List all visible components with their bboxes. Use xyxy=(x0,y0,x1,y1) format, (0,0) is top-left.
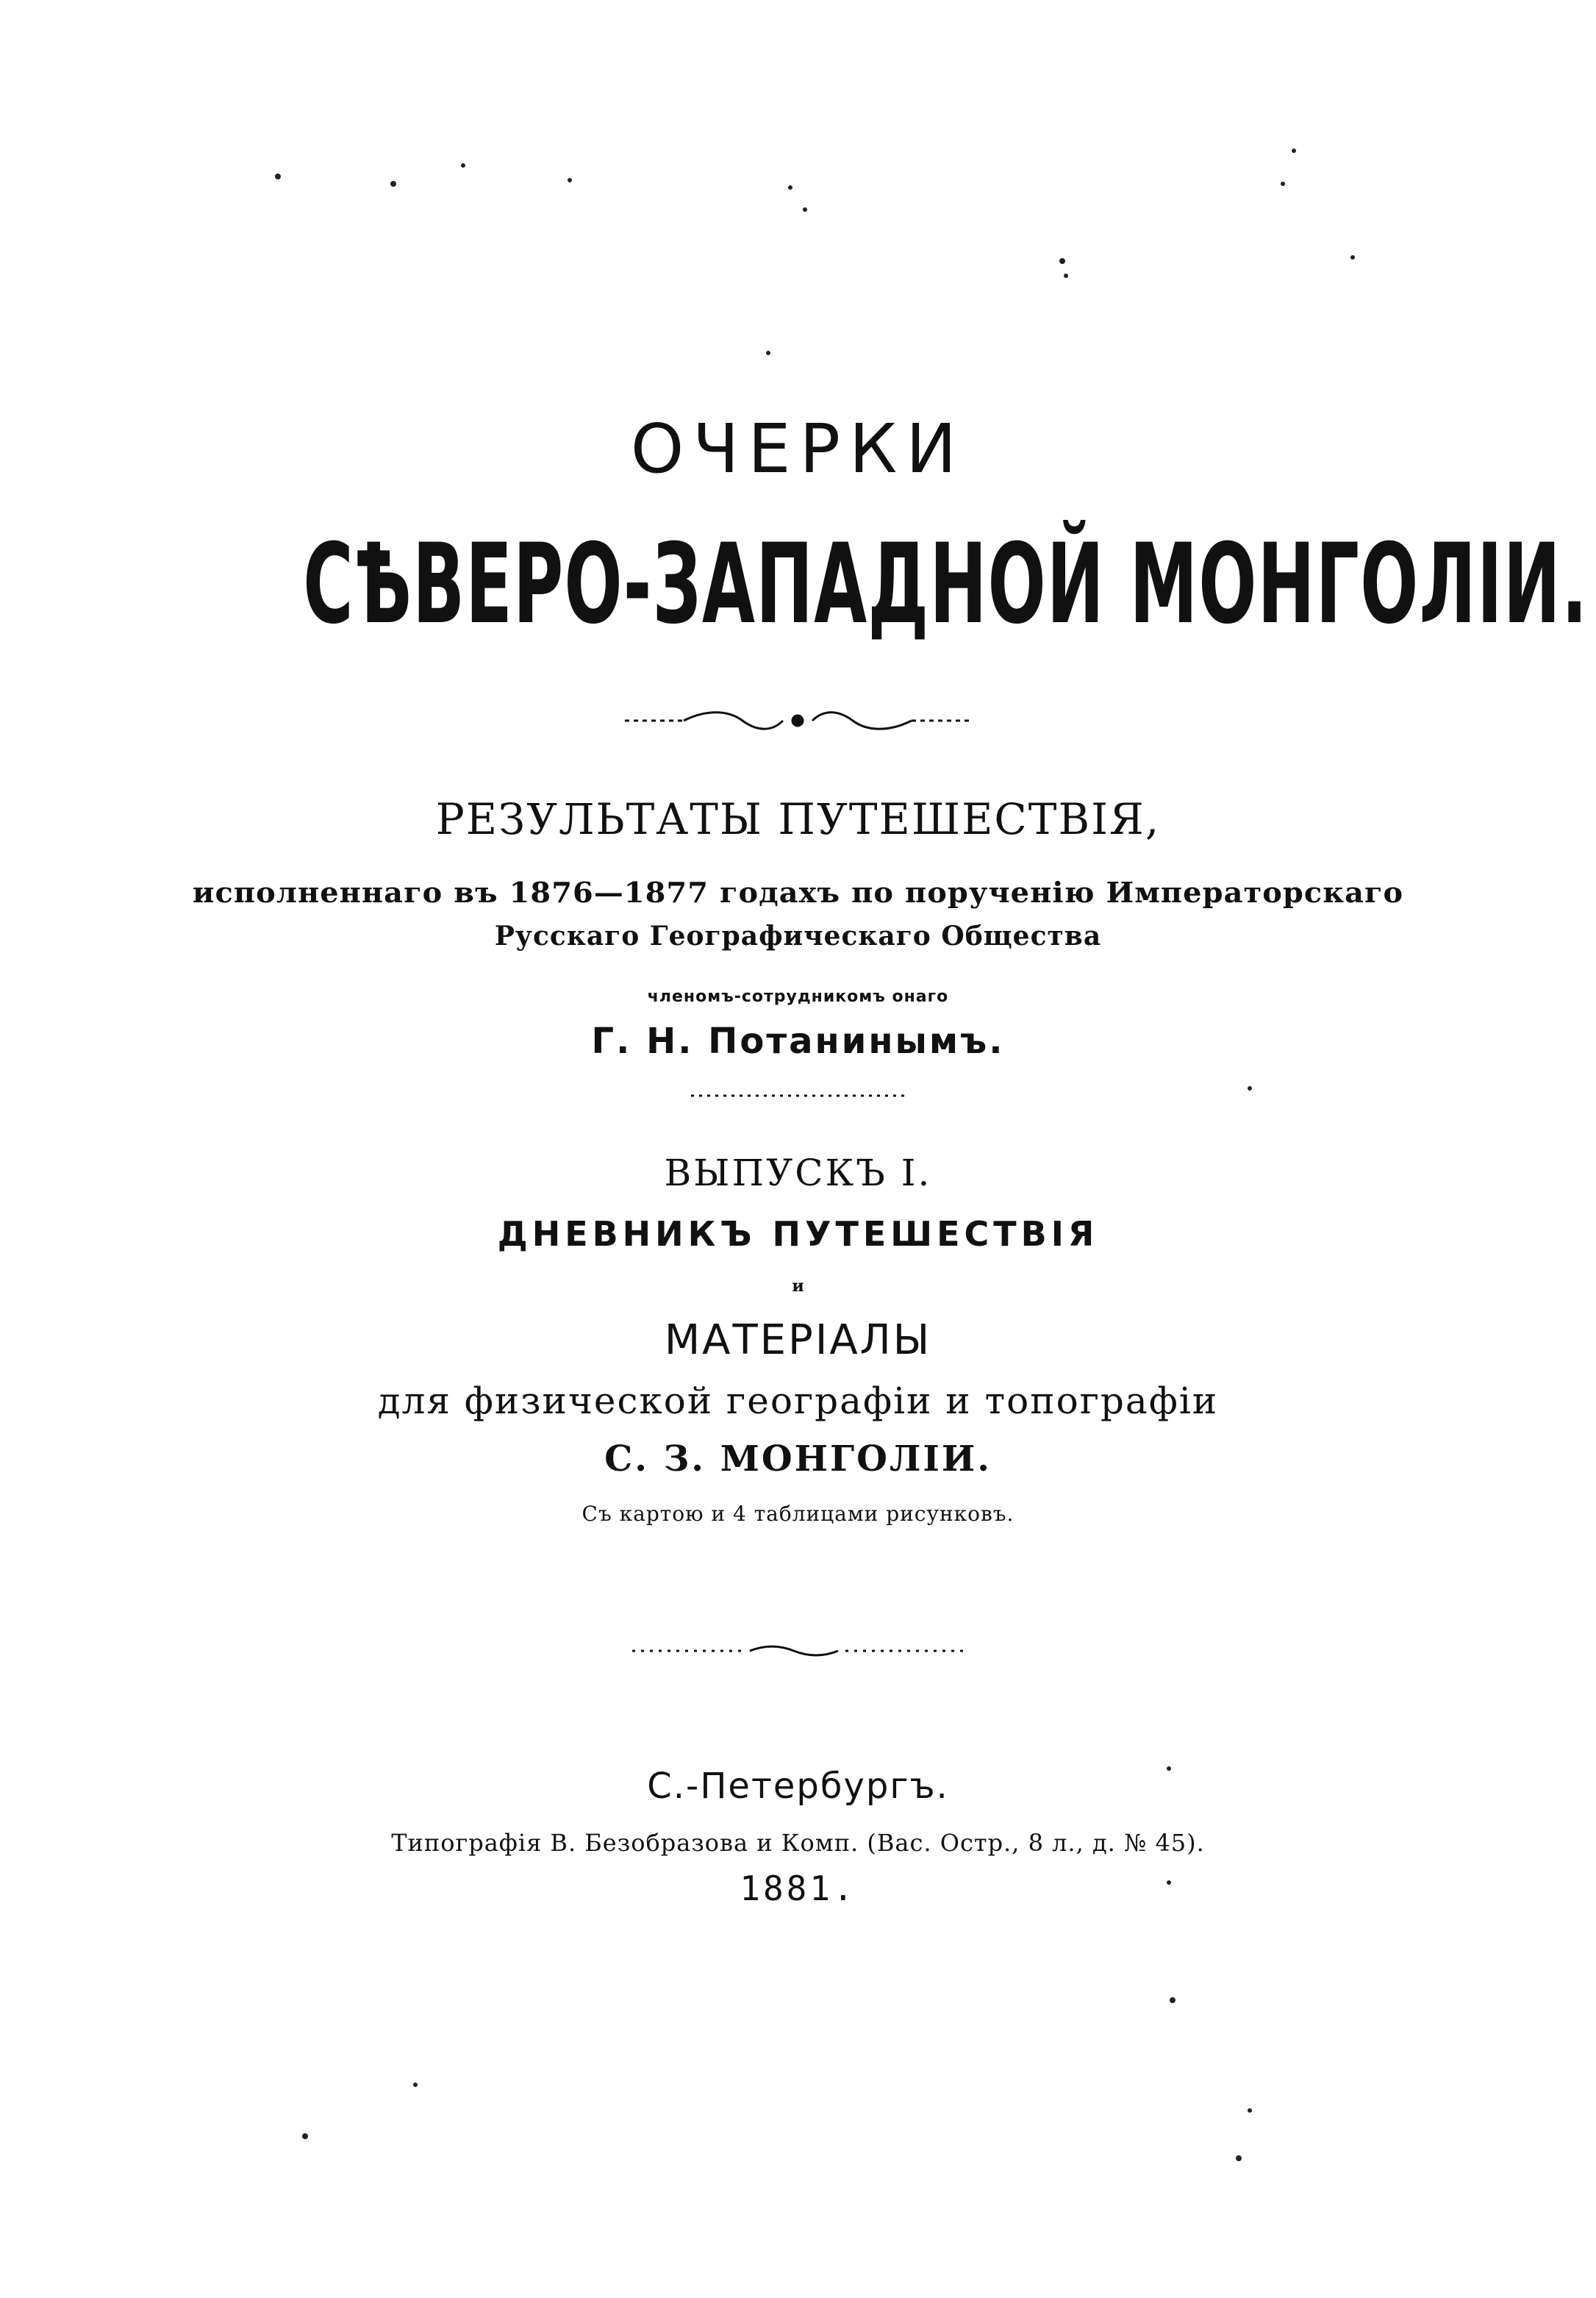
member-line: членомъ-сотрудникомъ онаго xyxy=(647,988,949,1006)
main-title: СѢВЕРО-ЗАПАДНОЙ МОНГОЛІИ. xyxy=(303,521,1589,649)
diary-title: ДНЕВНИКЪ ПУТЕШЕСТВІЯ xyxy=(497,1214,1099,1254)
materials-title: МАТЕРІАЛЫ xyxy=(664,1316,932,1364)
conjunction: и xyxy=(792,1277,804,1296)
geography-line: для физической географіи и топографіи xyxy=(377,1380,1219,1422)
undertaken-line: исполненнаго въ 1876—1877 годахъ по порученію Императорскаго xyxy=(192,876,1404,909)
imprint-city: С.-Петербургъ. xyxy=(647,1766,949,1807)
society-line: Русскаго Географическаго Общества xyxy=(494,921,1102,952)
imprint-printer: Типографія В. Безобразова и Комп. (Вас. Остр., 8 л., д. № 45). xyxy=(391,1829,1205,1857)
heading: ОЧЕРКИ xyxy=(630,410,966,488)
supplements-line: Съ картою и 4 таблицами рисунковъ. xyxy=(581,1502,1015,1526)
subtitle: РЕЗУЛЬТАТЫ ПУТЕШЕСТВІЯ, xyxy=(435,794,1161,844)
imprint-year: 1881. xyxy=(740,1869,856,1908)
region-line: С. З. МОНГОЛІИ. xyxy=(604,1438,992,1480)
author: Г. Н. Потанинымъ. xyxy=(591,1021,1005,1062)
issue-number: ВЫПУСКЪ I. xyxy=(664,1152,932,1194)
